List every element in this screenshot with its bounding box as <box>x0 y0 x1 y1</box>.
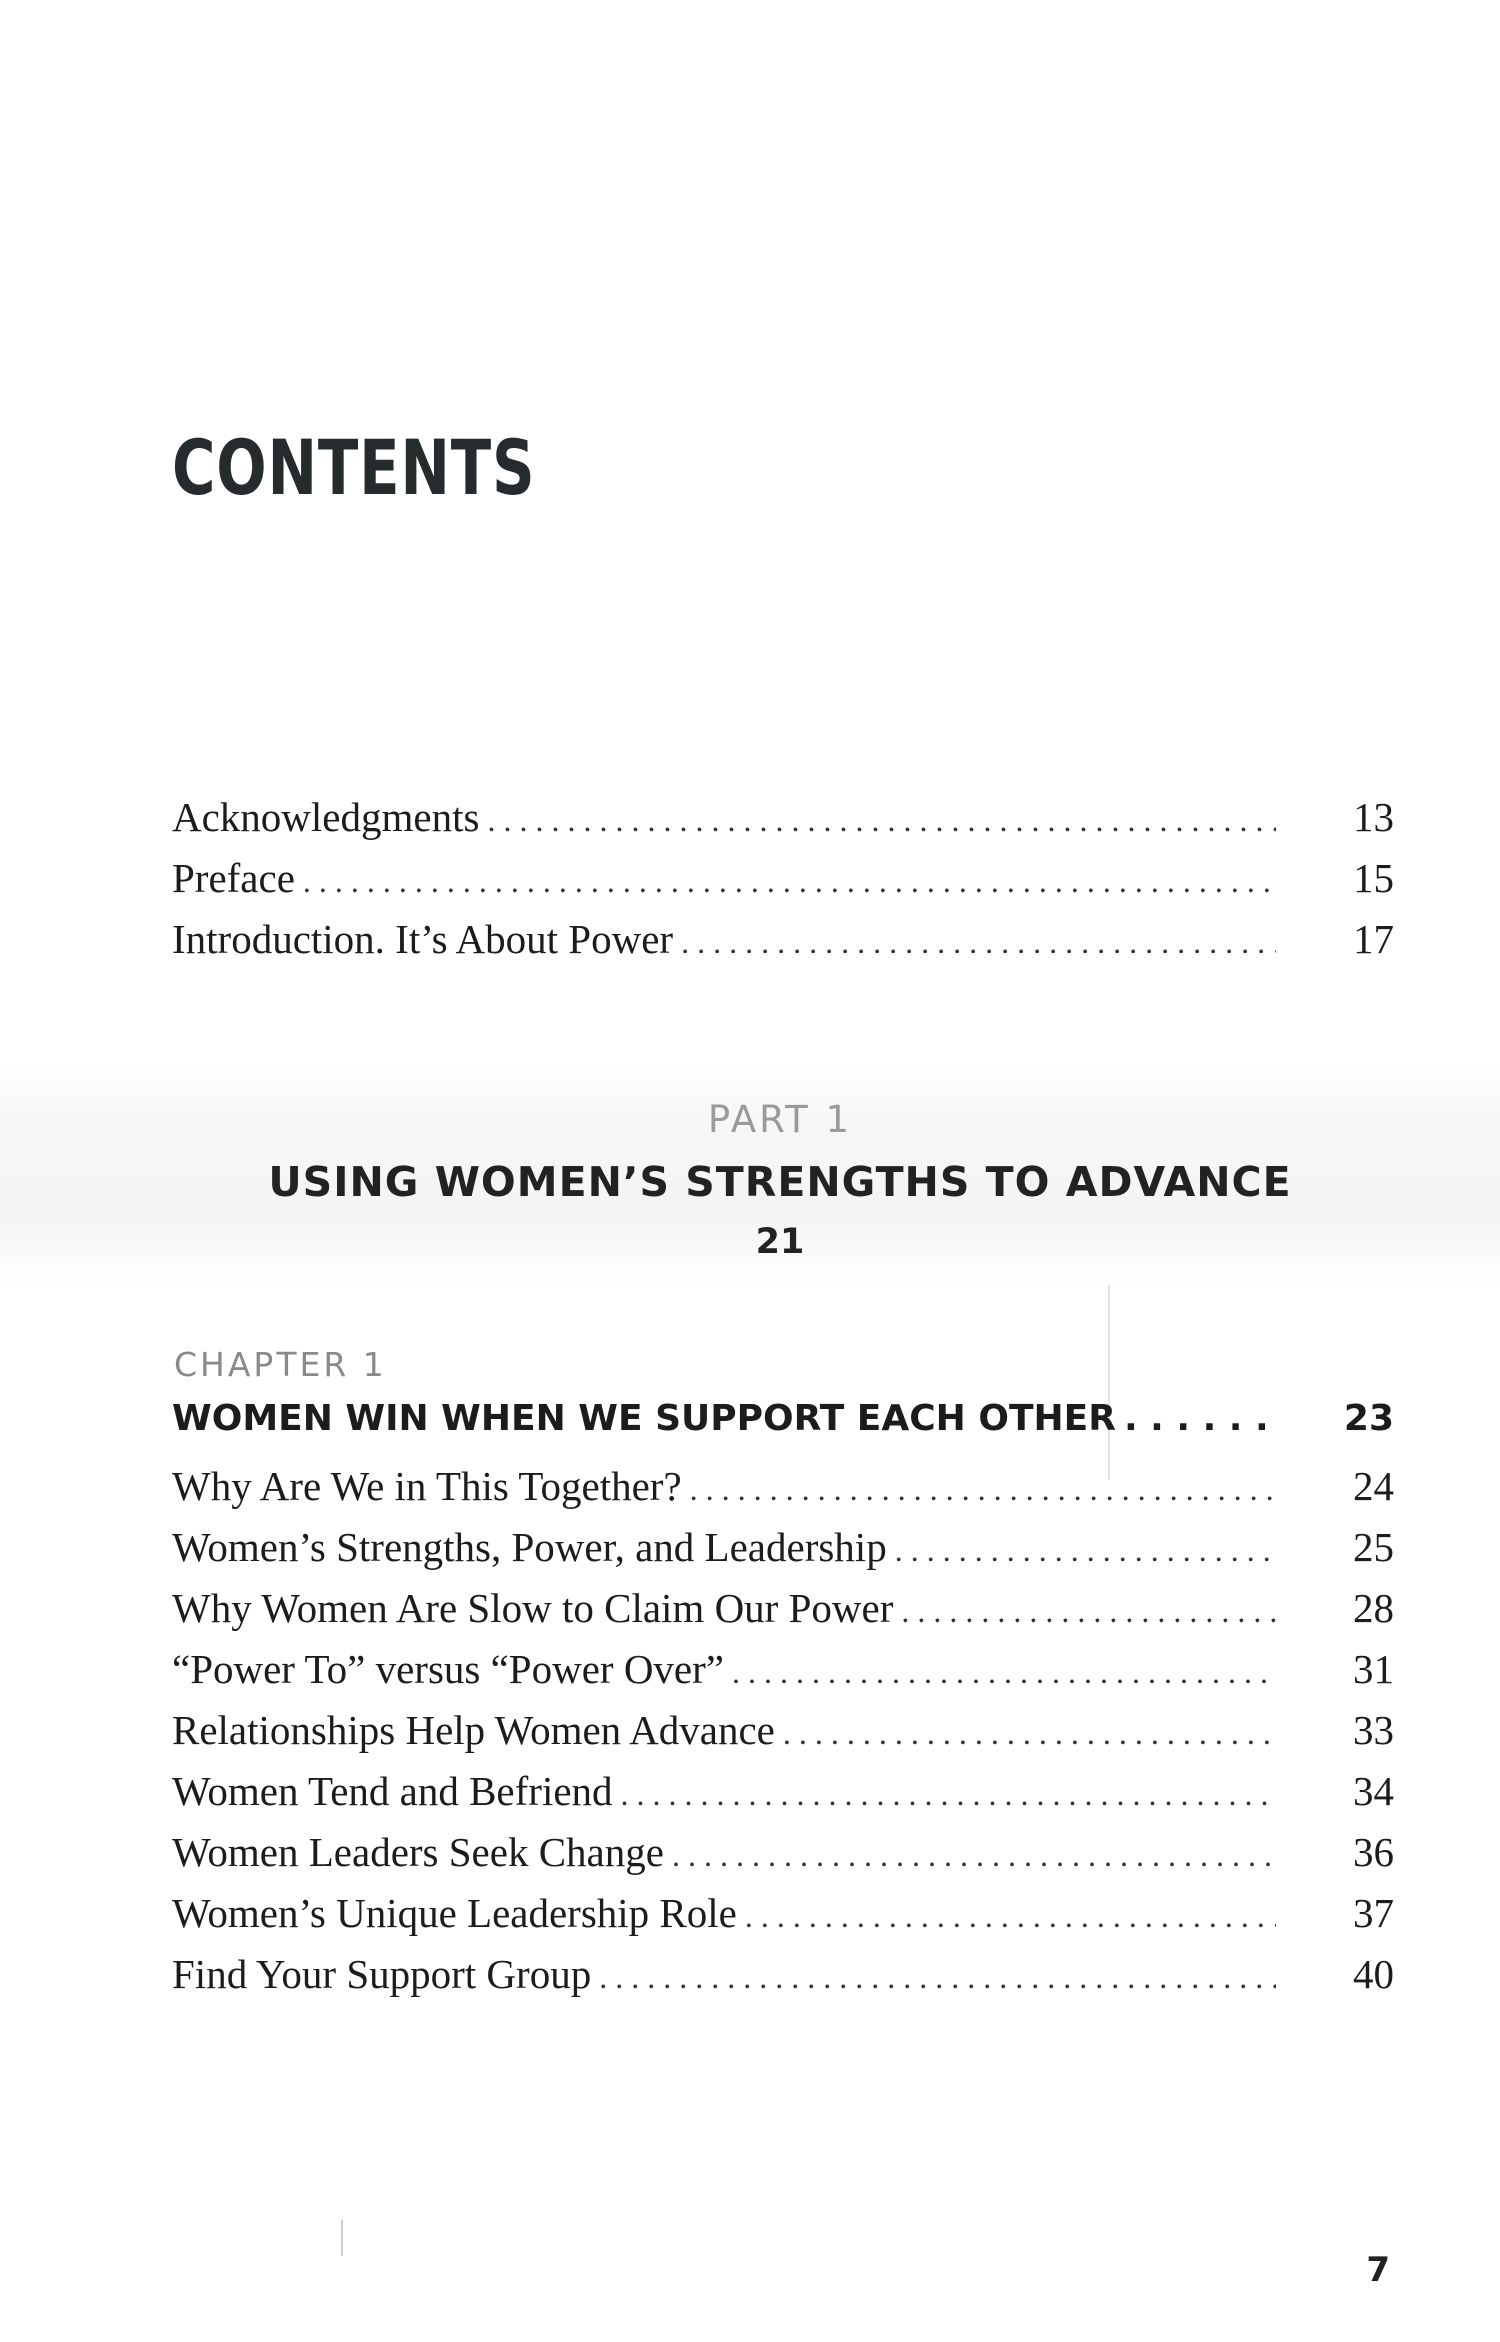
toc-entry[interactable] <box>172 1889 1394 1950</box>
toc-entry-label: Women Tend and Befriend <box>172 1768 613 1814</box>
part-label: PART 1 <box>707 1098 853 1141</box>
toc-entry-label: Women’s Unique Leadership Role <box>172 1890 737 1936</box>
toc-entry[interactable] <box>172 854 1394 915</box>
toc-entry-label: Women’s Strengths, Power, and Leadership <box>172 1524 887 1570</box>
toc-entry[interactable] <box>172 1767 1394 1828</box>
page-number: 7 <box>1366 2250 1390 2290</box>
dot-leader <box>690 1471 1276 1508</box>
dot-leader <box>672 1837 1276 1874</box>
toc-entry-page: 28 <box>1353 1585 1394 1631</box>
toc-entry[interactable] <box>172 1523 1394 1584</box>
dot-leader <box>901 1593 1276 1630</box>
toc-entry-page: 15 <box>1353 855 1394 901</box>
toc-entry[interactable] <box>172 1462 1394 1523</box>
toc-entry-page: 13 <box>1353 794 1394 840</box>
toc-entry-label: “Power To” versus “Power Over” <box>172 1646 724 1692</box>
page-title: CONTENTS <box>172 423 536 512</box>
toc-entry-page: 24 <box>1353 1463 1394 1509</box>
dot-leader <box>745 1898 1276 1935</box>
toc-entry-label: Preface <box>172 855 295 901</box>
chapter-section-list <box>172 1462 1394 2011</box>
dot-leader <box>783 1715 1276 1752</box>
toc-entry-page: 25 <box>1353 1524 1394 1570</box>
toc-entry-label: Introduction. It’s About Power <box>172 916 674 962</box>
dot-leader <box>303 863 1276 900</box>
part-page-number: 21 <box>755 1222 805 1262</box>
toc-entry-page: 17 <box>1353 916 1394 962</box>
dot-leader <box>895 1532 1276 1569</box>
toc-entry[interactable] <box>172 1584 1394 1645</box>
toc-entry-label: Find Your Support Group <box>172 1951 592 1997</box>
toc-entry[interactable] <box>172 1828 1394 1889</box>
front-matter-list <box>172 793 1394 976</box>
toc-entry-label: Acknowledgments <box>172 794 480 840</box>
toc-entry-page: 31 <box>1353 1646 1394 1692</box>
toc-entry-label: Why Are We in This Together? <box>172 1463 682 1509</box>
toc-entry-label: Relationships Help Women Advance <box>172 1707 775 1753</box>
chapter-page: 23 <box>1343 1398 1394 1439</box>
chapter-title: WOMEN WIN WHEN WE SUPPORT EACH OTHER <box>172 1398 1116 1439</box>
toc-entry[interactable] <box>172 1645 1394 1706</box>
toc-entry-label: Why Women Are Slow to Claim Our Power <box>172 1585 894 1631</box>
toc-entry[interactable] <box>172 793 1394 854</box>
toc-entry-page: 36 <box>1353 1829 1394 1875</box>
dot-leader <box>1124 1398 1276 1439</box>
toc-entry-page: 34 <box>1353 1768 1394 1814</box>
toc-entry[interactable] <box>172 1706 1394 1767</box>
toc-entry-page: 37 <box>1353 1890 1394 1936</box>
toc-entry-page: 40 <box>1353 1951 1394 1997</box>
dot-leader <box>681 924 1276 961</box>
toc-entry[interactable] <box>172 1950 1394 2011</box>
dot-leader <box>621 1776 1276 1813</box>
chapter-label: CHAPTER 1 <box>174 1345 387 1384</box>
scan-artifact-line <box>341 2220 343 2256</box>
toc-entry-label: Women Leaders Seek Change <box>172 1829 664 1875</box>
toc-entry-page: 33 <box>1353 1707 1394 1753</box>
dot-leader <box>487 802 1276 839</box>
toc-entry[interactable] <box>172 915 1394 976</box>
dot-leader <box>599 1959 1276 1996</box>
chapter-entry[interactable] <box>172 1398 1394 1439</box>
part-title[interactable]: USING WOMEN’S STRENGTHS TO ADVANCE <box>268 1158 1292 1206</box>
dot-leader <box>732 1654 1276 1691</box>
